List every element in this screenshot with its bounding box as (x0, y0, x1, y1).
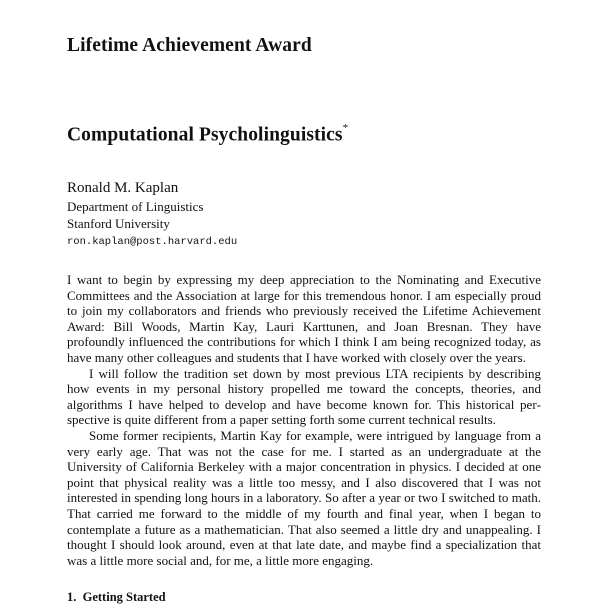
paper-title-text: Computational Psycholinguistics (67, 124, 343, 146)
title-footnote-mark: * (342, 122, 349, 134)
section-label: Lifetime Achievement Award (67, 35, 312, 56)
body-paragraph: Some former recipients, Martin Kay for example, were intrigued by language from a very early age. That was not the case for me. I started as an undergraduate at the University of California Berkeley with a major concentration in physics. I decided at one point that physical reality was a little too messy, and I also discovered that I was not interested in spending long hours in a laboratory. So after a year or two I switched to math. That carried me forward to the middle of my fourth and final year, when I began to contemplate a future as a mathematician. That also seemed a little dry and unappealing. I thought I should look around, even at that late date, and maybe find a specialization that was a little more social and, for me, a little more engaging. (67, 427, 541, 568)
subsection-heading (67, 590, 166, 605)
author-name: Ronald M. Kaplan (67, 180, 179, 196)
author-email[interactable]: ron.kaplan@post.harvard.edu (67, 236, 238, 248)
body-paragraph: I will follow the tradition set down by most previous LTA recipients by describing how events in my personal history propelled me toward the concepts, theories, and algorithms I have helped to develop and have become known for. This historical perspective is quite different from a paper setting forth some current technical results. (67, 365, 541, 428)
body-text (67, 272, 541, 568)
body-paragraph: I want to begin by expressing my deep appreciation to the Nominating and Executive Committees and the Association at large for this tremendous honor. I am especially proud to join my collaborators and friends who previously received the Lifetime Achievement Award: Bill Woods, Martin Kay, Lauri Karttunen, and Joan Bresnan. They have profoundly influenced the contributions for which I think I am being recognized today, as have many other colleagues and students that I have worked with closely over the years. (67, 272, 541, 365)
author-institution: Stanford University (67, 216, 170, 231)
author-department: Department of Linguistics (67, 199, 204, 214)
author-block (67, 179, 367, 251)
subsection-number: 1. (67, 590, 77, 604)
subsection-title: Getting Started (82, 590, 166, 604)
paper-title (67, 124, 348, 147)
